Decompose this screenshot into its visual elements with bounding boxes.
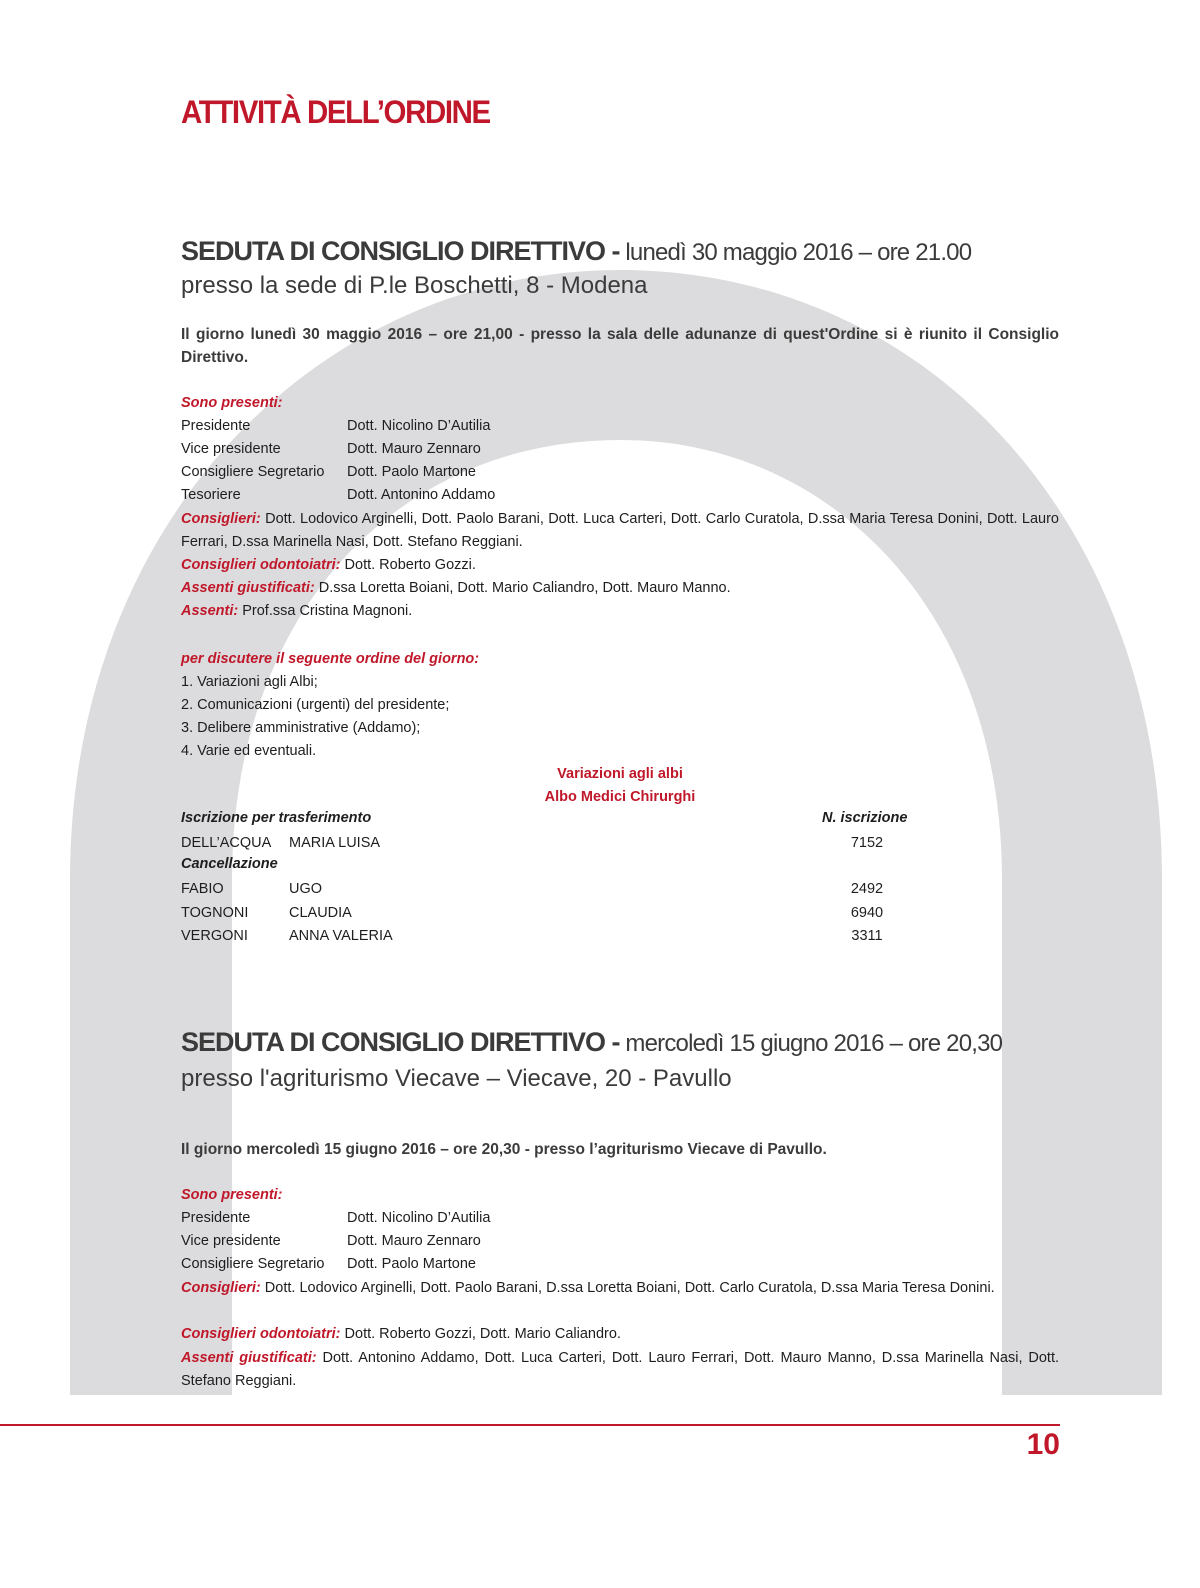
officer-row: Vice presidente Dott. Mauro Zennaro: [181, 441, 481, 457]
footer-divider: [0, 1424, 1060, 1426]
meeting1-consiglieri: Consiglieri: Dott. Lodovico Arginelli, Dott. Paolo Barani, Dott. Luca Carteri, Dott. Carlo Curatola, D.ssa Maria Teresa Donini, Dott. Lauro Ferrari, D.ssa Marinella Nasi, Dott. Stefano Reggiani.: [181, 511, 1059, 550]
albo-title: Albo Medici Chirurghi: [544, 789, 696, 805]
agenda-item: 2. Comunicazioni (urgenti) del presidente;: [181, 697, 450, 713]
numero-header: N. iscrizione: [822, 810, 908, 826]
page-number: 10: [1026, 1428, 1060, 1461]
meeting2-heading-date: mercoledì 15 giugno 2016 – ore 20,30: [619, 1030, 1003, 1057]
meeting1-odontoiatri: Consiglieri odontoiatri: Dott. Roberto Gozzi.: [181, 557, 476, 573]
table-row: DELL’ACQUA MARIA LUISA 7152: [181, 835, 884, 851]
iscrizione-header: Iscrizione per trasferimento: [181, 810, 372, 826]
meeting2-odontoiatri: Consiglieri odontoiatri: Dott. Roberto Gozzi, Dott. Mario Caliandro.: [181, 1326, 621, 1342]
meeting2-location: presso l'agriturismo Viecave – Viecave, 20 - Pavullo: [181, 1065, 732, 1092]
table-row: VERGONI ANNA VALERIA 3311: [181, 928, 883, 944]
officer-row: Presidente Dott. Nicolino D’Autilia: [181, 418, 491, 434]
meeting1-heading-title: SEDUTA DI CONSIGLIO DIRETTIVO -: [181, 236, 620, 266]
meeting2-heading-title: SEDUTA DI CONSIGLIO DIRETTIVO -: [181, 1027, 620, 1057]
meeting1-presenti-label: Sono presenti:: [181, 395, 283, 411]
agenda-item: 4. Varie ed eventuali.: [181, 743, 317, 759]
officer-row: Consigliere Segretario Dott. Paolo Martone: [181, 1256, 476, 1272]
meeting2-heading: [181, 1027, 1061, 1058]
cancellazione-label: Cancellazione: [181, 856, 278, 872]
officer-row: Tesoriere Dott. Antonino Addamo: [181, 487, 496, 503]
meeting1-heading-date: lunedì 30 maggio 2016 – ore 21.00: [619, 239, 972, 266]
agenda-item: 3. Delibere amministrative (Addamo);: [181, 720, 421, 736]
meeting2-consiglieri: Consiglieri: Dott. Lodovico Arginelli, Dott. Paolo Barani, D.ssa Loretta Boiani, Dott. Carlo Curatola, D.ssa Maria Teresa Donini.: [181, 1280, 995, 1296]
officer-row: Consigliere Segretario Dott. Paolo Martone: [181, 464, 476, 480]
meeting1-heading: [181, 236, 1061, 267]
meeting1-giustificati: Assenti giustificati: D.ssa Loretta Boiani, Dott. Mario Caliandro, Dott. Mauro Manno.: [181, 580, 731, 596]
officer-row: Vice presidente Dott. Mauro Zennaro: [181, 1233, 481, 1249]
meeting1-location: presso la sede di P.le Boschetti, 8 - Modena: [181, 272, 648, 299]
meeting1-assenti: Assenti: Prof.ssa Cristina Magnoni.: [181, 603, 413, 619]
meeting2-intro: Il giorno mercoledì 15 giugno 2016 – ore 20,30 - presso l’agriturismo Viecave di Pavullo.: [181, 1141, 827, 1158]
agenda-item: 1. Variazioni agli Albi;: [181, 674, 318, 690]
table-row: TOGNONI CLAUDIA 6940: [181, 905, 884, 921]
meeting2-presenti-label: Sono presenti:: [181, 1187, 283, 1203]
officer-row: Presidente Dott. Nicolino D’Autilia: [181, 1210, 491, 1226]
section-title: ATTIVITÀ DELL’ORDINE: [181, 94, 490, 130]
variazioni-title: Variazioni agli albi: [557, 766, 683, 782]
meeting2-giustificati: Assenti giustificati: Dott. Antonino Addamo, Dott. Luca Carteri, Dott. Lauro Ferrari, Dott. Mauro Manno, D.ssa Marinella Nasi, Dott. Stefano Reggiani.: [181, 1350, 1059, 1389]
meeting1-intro: Il giorno lunedì 30 maggio 2016 – ore 21,00 - presso la sala delle adunanze di quest'Ordine si è riunito il Consiglio Direttivo.: [181, 326, 1059, 366]
table-row: FABIO UGO 2492: [181, 881, 884, 897]
agenda-label: per discutere il seguente ordine del giorno:: [181, 651, 480, 667]
